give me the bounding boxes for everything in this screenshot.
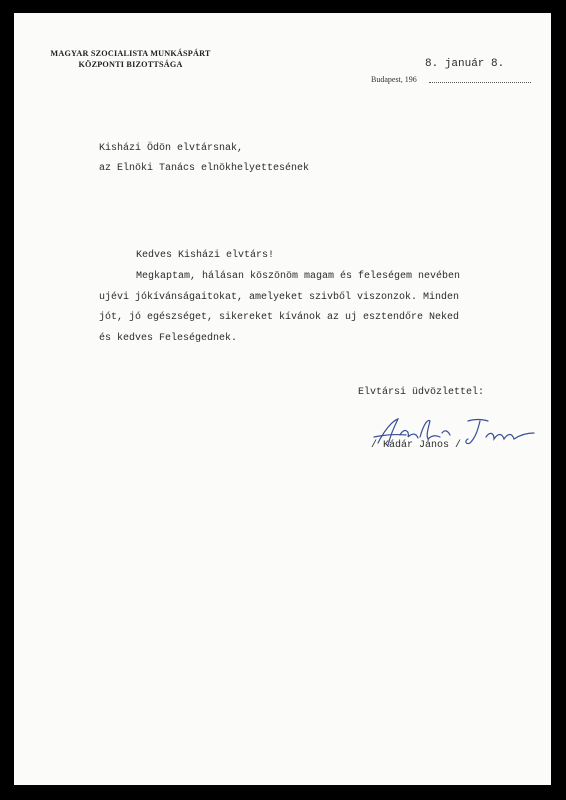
body-line: ujévi jókívánságaitokat, amelyeket szivből viszonzok. Minden bbox=[99, 292, 460, 303]
letterhead bbox=[14, 48, 247, 70]
signature-name: / Kádár János / bbox=[371, 440, 462, 451]
salutation: Kedves Kisházi elvtárs! bbox=[136, 250, 275, 261]
body-line: jót, jó egészséget, sikereket kívánok az uj esztendőre Neked bbox=[99, 312, 460, 323]
body-line: Megkaptam, hálásan köszönöm magam és feleségem nevében bbox=[136, 271, 461, 282]
recipient-line-1: Kisházi Ödön elvtársnak, bbox=[99, 143, 244, 154]
letter-sheet bbox=[14, 13, 551, 785]
letterhead-line-2: KÖZPONTI BIZOTTSÁGA bbox=[78, 60, 183, 69]
body-line: és kedves Feleségednek. bbox=[99, 333, 238, 344]
dateline-place: Budapest, 196 bbox=[371, 75, 417, 84]
typed-date: 8. január 8. bbox=[425, 58, 505, 70]
letterhead-line-1: MAGYAR SZOCIALISTA MUNKÁSPÁRT bbox=[50, 49, 211, 58]
closing: Elvtársi üdvözlettel: bbox=[358, 387, 485, 398]
recipient-line-2: az Elnöki Tanács elnökhelyettesének bbox=[99, 163, 310, 174]
dateline-dotted-rule bbox=[429, 82, 531, 83]
